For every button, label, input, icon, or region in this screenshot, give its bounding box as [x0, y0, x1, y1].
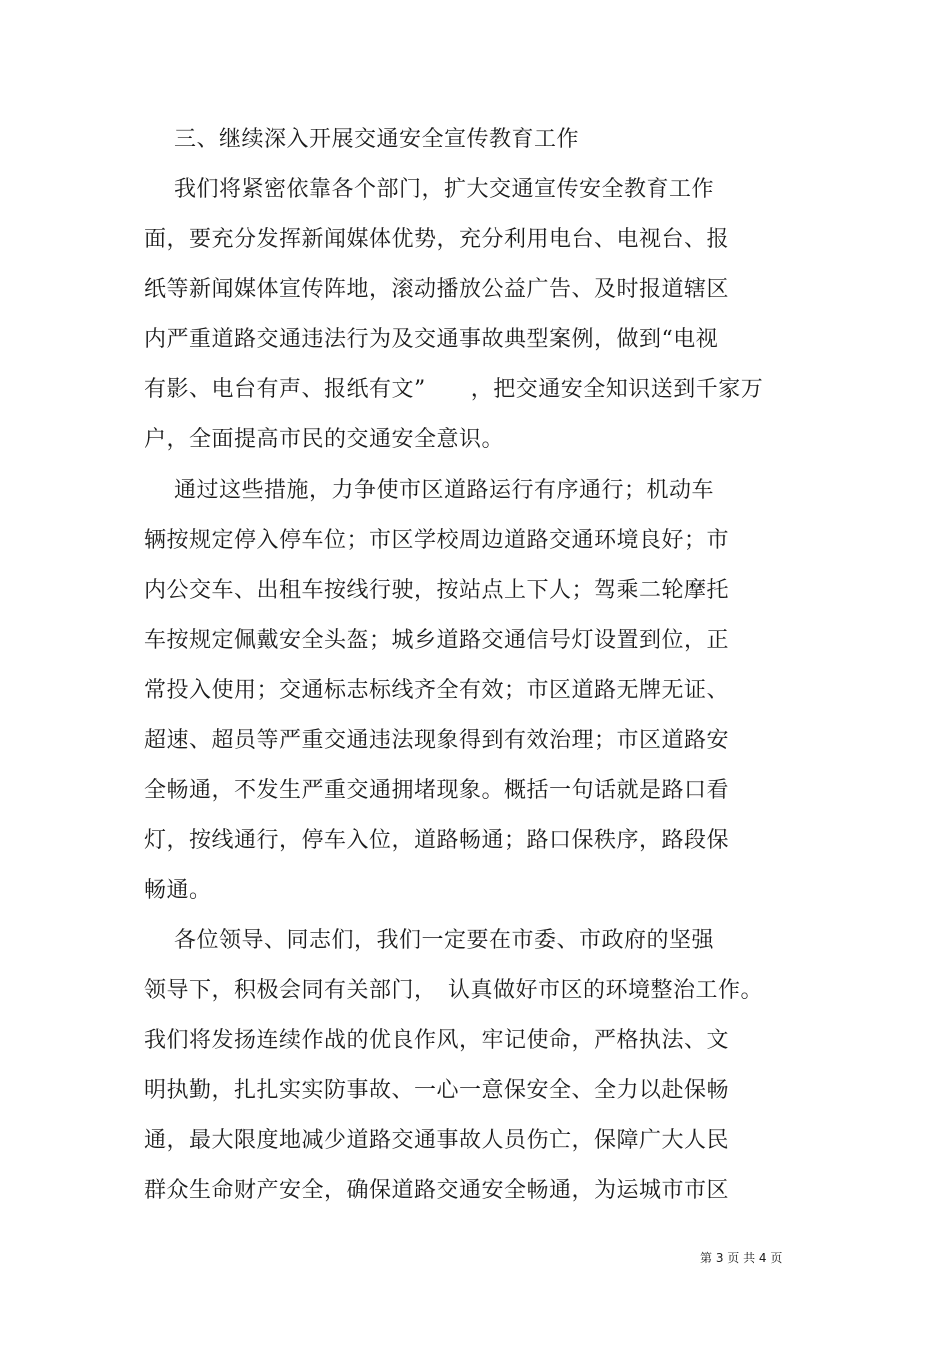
paragraph-line: 灯，按线通行，停车入位，道路畅通；路口保秩序，路段保: [144, 828, 730, 853]
paragraph-line: 通过这些措施，力争使市区道路运行有序通行；机动车: [144, 478, 714, 503]
paragraph-line: 明执勤，扎扎实实防事故、一心一意保安全、全力以赴保畅: [144, 1078, 730, 1103]
paragraph-line: 通，最大限度地减少道路交通事故人员伤亡，保障广大人民: [144, 1128, 730, 1153]
paragraph-line: 内严重道路交通违法行为及交通事故典型案例，做到“电视: [144, 327, 719, 352]
paragraph-line: 各位领导、同志们，我们一定要在市委、市政府的坚强: [144, 928, 714, 953]
section-heading: 三、继续深入开展交通安全宣传教育工作: [144, 127, 579, 152]
paragraph-line: 群众生命财产安全，确保道路交通安全畅通，为运城市市区: [144, 1178, 730, 1203]
paragraph-line: 常投入使用；交通标志标线齐全有效；市区道路无牌无证、: [144, 678, 730, 703]
paragraph-line: 有影、电台有声、报纸有文” ，把交通安全知识送到千家万: [144, 377, 764, 402]
paragraph-line: 辆按规定停入停车位；市区学校周边道路交通环境良好；市: [144, 528, 730, 553]
paragraph-line: 领导下，积极会同有关部门， 认真做好市区的环境整治工作。: [144, 978, 764, 1003]
paragraph-line: 全畅通，不发生严重交通拥堵现象。概括一句话就是路口看: [144, 778, 730, 803]
paragraph-line: 内公交车、出租车按线行驶，按站点上下人；驾乘二轮摩托: [144, 578, 730, 603]
paragraph-line: 我们将发扬连续作战的优良作风，牢记使命，严格执法、文: [144, 1028, 730, 1053]
paragraph-line: 车按规定佩戴安全头盔；城乡道路交通信号灯设置到位，正: [144, 628, 730, 653]
paragraph-line: 纸等新闻媒体宣传阵地，滚动播放公益广告、及时报道辖区: [144, 277, 730, 302]
paragraph-line: 面，要充分发挥新闻媒体优势，充分利用电台、电视台、报: [144, 227, 730, 252]
paragraph-line: 户，全面提高市民的交通安全意识。: [144, 427, 505, 452]
paragraph-line: 超速、超员等严重交通违法现象得到有效治理；市区道路安: [144, 728, 730, 753]
page-number-footer: 第 3 页 共 4 页: [700, 1251, 783, 1265]
paragraph-line: 畅通。: [144, 878, 212, 903]
paragraph-line: 我们将紧密依靠各个部门，扩大交通宣传安全教育工作: [144, 177, 714, 202]
